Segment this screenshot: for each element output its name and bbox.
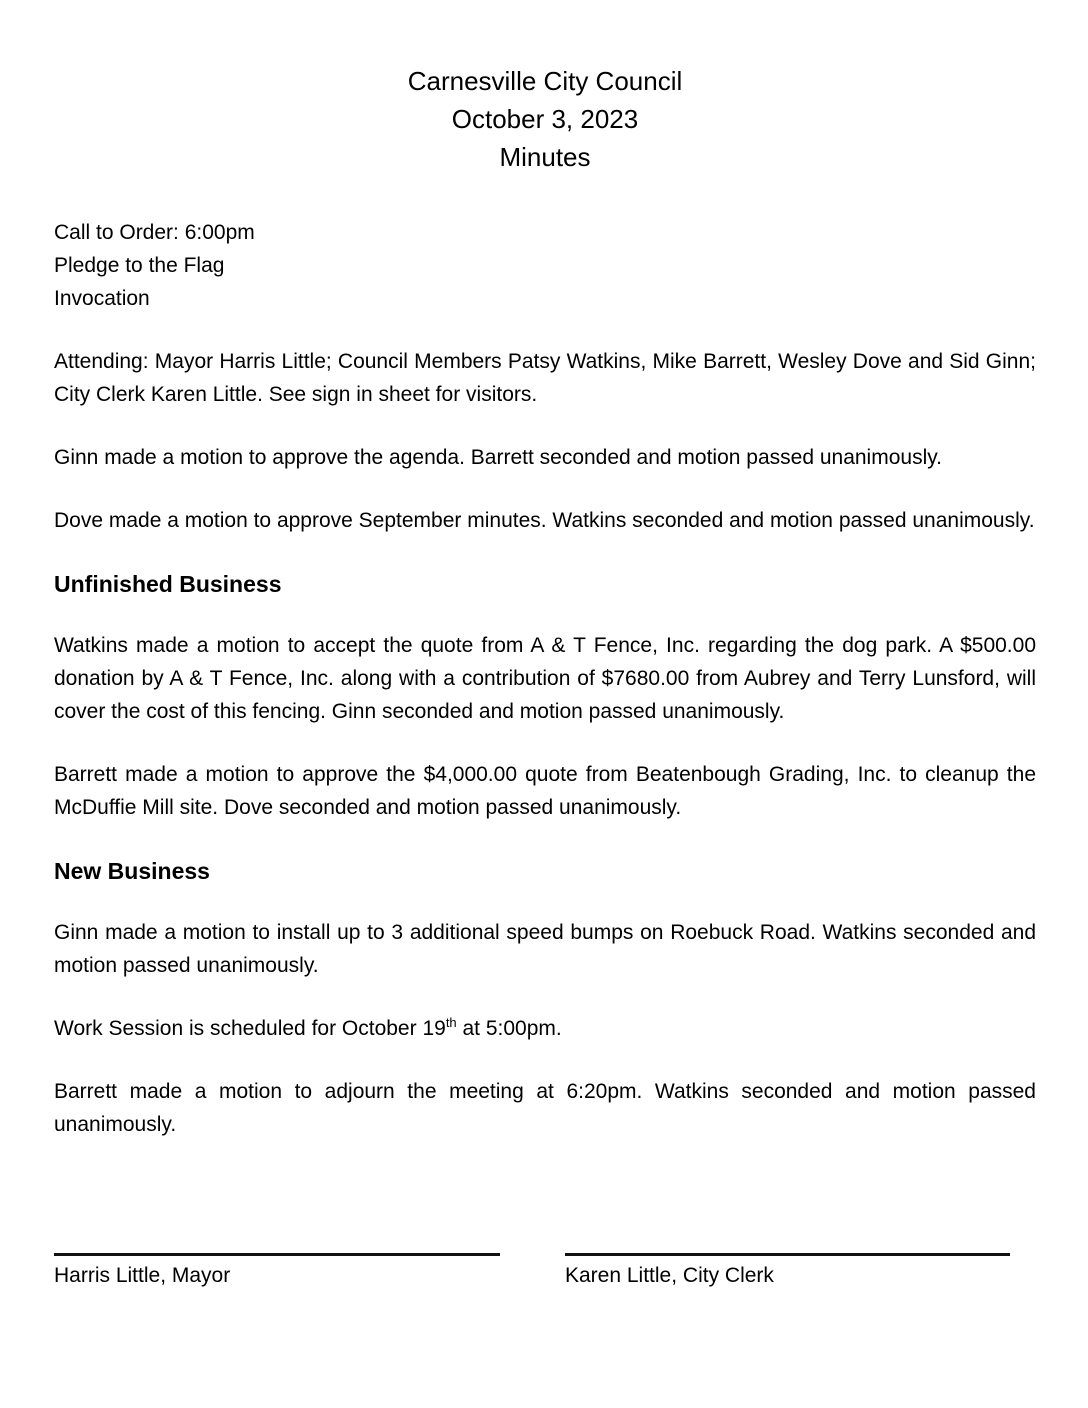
- mayor-signature-label: Harris Little, Mayor: [54, 1264, 231, 1287]
- pledge-line: Pledge to the Flag: [54, 254, 225, 277]
- work-session-text: Work Session is scheduled for October 19: [54, 1017, 446, 1040]
- unfinished-business-heading: Unfinished Business: [54, 571, 282, 597]
- attending-paragraph: Attending: Mayor Harris Little; Council Members Patsy Watkins, Mike Barrett, Wesley Dove and Sid Ginn; City Clerk Karen Little. See sign in sheet for visitors.: [54, 350, 1036, 406]
- work-session-time: at 5:00pm.: [456, 1017, 562, 1040]
- call-to-order-line: Call to Order: 6:00pm: [54, 221, 255, 244]
- minutes-motion-paragraph: Dove made a motion to approve September minutes. Watkins seconded and motion passed unanimously.: [54, 509, 1035, 532]
- signature-block: [54, 1253, 1036, 1290]
- ordinal-suffix: th: [445, 1015, 457, 1030]
- document-subtitle: Minutes: [499, 142, 591, 172]
- fence-quote-paragraph: Watkins made a motion to accept the quote from A & T Fence, Inc. regarding the dog park. A $500.00 donation by A & T Fence, Inc. along with a contribution of $7680.00 from Aubrey and Terry Lunsford, will cover the cost of this fencing. Ginn seconded and motion passed unanimously.: [54, 634, 1036, 723]
- clerk-signature: [565, 1253, 1010, 1290]
- adjourn-paragraph: Barrett made a motion to adjourn the meeting at 6:20pm. Watkins seconded and motion passed unanimously.: [54, 1080, 1036, 1136]
- document-date: October 3, 2023: [451, 104, 639, 134]
- agenda-motion-paragraph: Ginn made a motion to approve the agenda. Barrett seconded and motion passed unanimously.: [54, 446, 943, 469]
- new-business-heading: New Business: [54, 858, 210, 884]
- opening-items: [54, 216, 1036, 315]
- grading-quote-paragraph: Barrett made a motion to approve the $4,000.00 quote from Beatenbough Grading, Inc. to cleanup the McDuffie Mill site. Dove seconded and motion passed unanimously.: [54, 763, 1036, 819]
- document-title: Carnesville City Council: [407, 66, 683, 96]
- speed-bumps-paragraph: Ginn made a motion to install up to 3 additional speed bumps on Roebuck Road. Watkins seconded and motion passed unanimously.: [54, 921, 1036, 977]
- invocation-line: Invocation: [54, 287, 150, 310]
- clerk-signature-label: Karen Little, City Clerk: [565, 1264, 774, 1287]
- mayor-signature: [54, 1253, 500, 1290]
- work-session-paragraph: [54, 1012, 1036, 1045]
- document-title-block: [54, 62, 1036, 176]
